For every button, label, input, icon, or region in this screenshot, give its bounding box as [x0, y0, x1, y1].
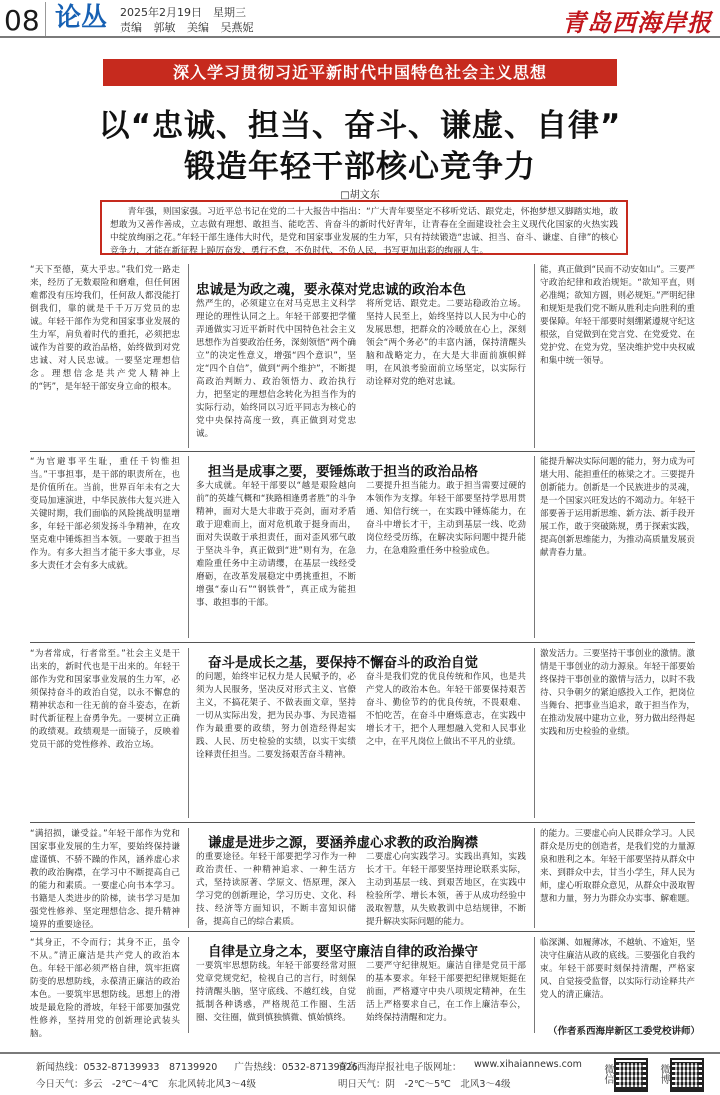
designer-label: 美编 — [187, 21, 209, 34]
section-3-mid-column: 的问题，始终牢记权力是人民赋予的，必须为人民服务，坚决反对形式主义、官僚主义，不搞花架子、不做表面文章，坚持一切从实际出发，把为民办事、为民造福作为最重要的政绩，努力创造经得起实践、人民、历史检验的实绩，以实干实绩诠释责任担当。二要发扬艰苦奋斗精神。 — [196, 672, 356, 760]
weibo-qr-icon[interactable] — [670, 1058, 704, 1092]
column-divider — [534, 648, 535, 818]
column-divider — [534, 456, 535, 638]
headline-line-1: 以“忠诚、担当、奋斗、谦虚、自律” — [98, 108, 622, 144]
weibo-label: 微博 — [658, 1064, 669, 1084]
wechat-label: 微信 — [602, 1064, 613, 1084]
news-hotline: 新闻热线：0532-87139933 87139920 — [36, 1062, 218, 1073]
section-3-right-column: 奋斗是我们党的优良传统和作风，也是共产党人的政治本色。年轻干部要保持艰苦奋斗、勤俭节约的优良传统，不畏艰难、不怕吃苦，在奋斗中磨炼意志，在实践中增长才干，把个人理想融入党和人民事业之中，在平凡岗位上做出不平凡的业绩。 — [366, 672, 526, 747]
section-1-mid-column: 然严生的，必须建立在对马克思主义科学理论的理性认同之上。年轻干部要把学懂弄通做实习近平新时代中国特色社会主义思想作为首要政治任务，深刻领悟“两个确立”的决定性意义，增强“四个意识”，坚定“四个自信”，做到“两个维护”，不断提高政治判断力、政治领悟力、政治执行力，把坚定的理想信念转化为担当作为的实际行动，始终同以习近平同志为核心的党中央保持高度一致，真正做到对党忠诚。 — [196, 299, 356, 439]
column-divider — [188, 264, 189, 448]
page-number-box — [0, 2, 46, 36]
section-rule — [30, 451, 695, 452]
section-rule — [30, 822, 695, 823]
section-5-right-column: 二要严守纪律规矩。廉洁自律是党员干部的基本要求。年轻干部要把纪律规矩挺在前面，严格遵守中央八项规定精神，在生活上严格要求自己，在工作上廉洁奉公，始终保持清醒和定力。 — [366, 961, 526, 1023]
section-rule — [30, 642, 695, 643]
section-3-far-column: 激发活力。三要坚持干事创业的激情。激情是干事创业的动力源泉。年轻干部要始终保持干事创业的激情与活力，以时不我待、只争朝夕的紧迫感投入工作，把岗位当舞台、把事业当追求，敢于担当作为，在推动发展中建功立业，努力做出经得起实践和历史检验的业绩。 — [540, 649, 695, 737]
section-1-right-column: 将所党话、跟党走。二要站稳政治立场。坚持人民至上，始终坚持以人民为中心的发展思想，把群众的冷暖放在心上，深刻领会“两个务必”的丰富内涵，保持清醒头脑和战略定力，在大是大非面前旗帜鲜明，在风浪考验面前立场坚定，以实际行动诠释对党的绝对忠诚。 — [366, 299, 526, 387]
publisher-label: 青岛西海岸报社电子版网址： — [338, 1062, 462, 1073]
weather-today: 今日天气：多云 -2℃～4℃ 东北风转北风3～4级 — [36, 1079, 256, 1090]
section-4-right-column: 二要虚心向实践学习。实践出真知，实践长才干。年轻干部要坚持理论联系实际，主动到基层一线、到艰苦地区，在实践中检验所学、增长本领，善于从成功经验中汲取智慧，从失败教训中总结规律，不断提升解决实际问题的能力。 — [366, 852, 526, 927]
designer-name: 吴燕妮 — [220, 21, 254, 34]
column-divider — [188, 648, 189, 818]
section-5-left-column: “其身正，不令而行；其身不正，虽令不从。”清正廉洁是共产党人的政治本色。年轻干部必须严格自律，筑牢拒腐防变的思想防线，永葆清正廉洁的政治本色。一要筑牢思想防线。思想上的滑坡是最危险的滑坡，年轻干部要加强党性修养，坚持用党的创新理论武装头脑。 — [30, 938, 180, 1039]
author-note: （作者系西海岸新区工委党校讲师） — [547, 1026, 700, 1037]
page-number: 08 — [4, 4, 40, 37]
headline-line-2: 锻造年轻干部核心竞争力 — [184, 149, 536, 185]
section-4-left-column: “满招损，谦受益。”年轻干部作为党和国家事业发展的生力军，要始终保持谦虚谨慎、不骄不躁的作风，涵养虚心求教的政治胸襟，在学习中不断提高自己的能力和素质。一要虚心向书本学习。书籍是人类进步的阶梯，读书学习是加强党性修养、坚定理想信念、提升精神境界的重要途径。 — [30, 829, 180, 930]
section-1-left-column: “天下至德，莫大乎忠。”我们党一路走来，经历了无数艰险和磨难，但任何困难都没有压垮我们，任何敌人都没能打倒我们，靠的就是千千万万党员的忠诚。年轻干部作为党和国家事业发展的生力军，肩负着时代的重托，必须把忠诚作为首要的政治品格，始终做到对党忠诚、对人民忠诚。一要坚定理想信念。理想信念是共产党人精神上的“钙”，是年轻干部安身立命的根本。 — [30, 265, 180, 392]
column-divider — [534, 828, 535, 928]
wechat-qr-icon[interactable] — [614, 1058, 648, 1092]
column-divider — [188, 828, 189, 928]
column-divider — [534, 264, 535, 448]
byline: □胡文东 — [340, 190, 380, 201]
section-2-left-column: “为官避事平生耻，重任千钧惟担当。”干事担事，是干部的职责所在，也是价值所在。当前，世界百年未有之大变局加速演进，中华民族伟大复兴进入关键时期，我们面临的风险挑战明显增多，年轻干部必须发扬斗争精神，在攻坚克难中锤炼担当本领。一要敢于担当作为。有多大担当才能干多大事业，尽多大责任才会有多大成就。 — [30, 457, 180, 571]
section-5-title: 自律是立身之本，要坚守廉洁自律的政治操守 — [208, 944, 478, 960]
section-4-title: 谦虚是进步之源，要涵养虚心求教的政治胸襟 — [208, 835, 478, 851]
section-2-right-column: 二要提升担当能力。敢于担当需要过硬的本领作为支撑。年轻干部要坚持学思用贯通、知信行统一，在实践中锤炼能力，在奋斗中增长才干，主动到基层一线、吃劲岗位经受历练，在解决实际问题中提升能力，在急难险重任务中检验成色。 — [366, 481, 526, 556]
section-3-left-column: “为者常成，行者常至。”社会主义是干出来的，新时代也是干出来的。年轻干部作为党和国家事业发展的生力军，必须保持奋斗的政治自觉，以永不懈怠的精神状态和一往无前的奋斗姿态，在新时代新征程上奋勇争先。一要树立正确的政绩观。政绩观是一面镜子，反映着党员干部的党性修养、政治立场。 — [30, 649, 180, 750]
section-3-title: 奋斗是成长之基，要保持不懈奋斗的政治自觉 — [208, 655, 478, 671]
section-1-far-column: 能，真正做到“民而不动安如山”。三要严守政治纪律和政治规矩。“欲知平直，则必准绳；欲知方圆，则必规矩。”严明纪律和规矩是我们党不断从胜利走向胜利的重要保障。年轻干部要时刻绷紧遵规守纪这根弦，自觉做到在党言党、在党爱党、在党护党、在党为党，坚决维护党中央权威和集中统一领导。 — [540, 265, 695, 366]
section-name: 论丛 — [55, 3, 108, 33]
page-footer — [0, 1052, 720, 1095]
issue-date: 2025年2月19日 星期三 — [120, 6, 246, 19]
footer-hotlines — [36, 1059, 372, 1073]
newspaper-masthead: 青岛西海岸报 — [562, 8, 712, 37]
weather-tomorrow: 明日天气：阴 -2℃～5℃ 北风3～4级 — [338, 1079, 511, 1090]
section-4-far-column: 的能力。三要虚心向人民群众学习。人民群众是历史的创造者，是我们党的力量源泉和胜利之本。年轻干部要坚持从群众中来、到群众中去，甘当小学生，拜人民为师，虚心听取群众意见，从群众中汲取智慧和力量，努力为群众办实事、解难题。 — [540, 829, 695, 904]
page-header — [0, 0, 720, 38]
section-4-mid-column: 的重要途径。年轻干部要把学习作为一种政治责任、一种精神追求、一种生活方式，坚持读原著、学原文、悟原理，深入学习党的创新理论，学习历史、文化、科技、经济等方面知识，不断丰富知识储备，提高自己的综合素质。 — [196, 852, 356, 927]
section-5-far-column: 临深渊、如履薄冰，不越轨、不逾矩，坚决守住廉洁从政的底线。三要强化自我约束。年轻干部要时刻保持清醒，严格家风、自觉接受监督，以实际行动诠释共产党人的清正廉洁。 — [540, 938, 695, 1000]
column-divider — [188, 937, 189, 1033]
section-5-mid-column: 一要筑牢思想防线。年轻干部要经常对照党章党规党纪，检视自己的言行，时刻保持清醒头脑，坚守底线、不越红线，自觉抵制各种诱惑，严格规范工作圈、生活圈、交往圈，做到慎独慎微、慎始慎终。 — [196, 961, 356, 1023]
editor-name: 郭敏 — [153, 21, 176, 34]
editor-label: 责编 — [120, 21, 142, 34]
section-1-title: 忠诚是为政之魂，要永葆对党忠诚的政治本色 — [196, 282, 466, 298]
intro-box: 青年强，则国家强。习近平总书记在党的二十大报告中指出：“广大青年要坚定不移听党话、跟党走，怀抱梦想又脚踏实地，敢想敢为又善作善成，立志做有理想、敢担当、能吃苦、肯奋斗的新时代好青年，让青春在全面建设社会主义现代化国家的火热实践中绽放绚丽之花。”年轻干部生逢伟大时代，是党和国家事业发展的生力军，只有持续锻造“忠诚、担当、奋斗、谦虚、自律”的核心竞争力，才能在新征程上踔厉奋发、勇行不怠，不负时代、不负人民，书写更加出彩的绚丽人生。 — [100, 200, 628, 255]
ad-hotline: 广告热线：0532-87139926 — [234, 1062, 358, 1073]
website-link[interactable]: www.xihaiannews.com — [474, 1059, 582, 1070]
section-2-mid-column: 多大成就。年轻干部要以“越是艰险越向前”的英雄气概和“狭路相逢勇者胜”的斗争精神，面对大是大非敢于亮剑，面对矛盾敢于迎难而上，面对危机敢于挺身而出，面对失误敢于承担责任，面对歪风邪气敢于坚决斗争，真正做到“进”则有为，在急难险重任务中主动请缨，在基层一线经受磨砺，在改革发展稳定中勇挑重担，不断增强“泰山石”“钢铁骨”，真正成为能担事、敢担事的干部。 — [196, 481, 356, 608]
section-2-title: 担当是成事之要，要锤炼敢于担当的政治品格 — [208, 464, 478, 480]
column-divider — [188, 456, 189, 638]
section-rule — [30, 931, 695, 932]
section-2-far-column: 能提升解决实际问题的能力，努力成为可堪大用、能担重任的栋梁之才。三要提升创新能力。创新是一个民族进步的灵魂，是一个国家兴旺发达的不竭动力。年轻干部要善于运用新思维、新方法、新手段开展工作，敢于突破陈规，勇于探索实践，提高创新思维能力，为推动高质量发展贡献青春力量。 — [540, 457, 695, 558]
column-divider — [534, 937, 535, 1033]
editors-line — [120, 19, 262, 35]
theme-banner: 深入学习贯彻习近平新时代中国特色社会主义思想 — [103, 59, 617, 86]
